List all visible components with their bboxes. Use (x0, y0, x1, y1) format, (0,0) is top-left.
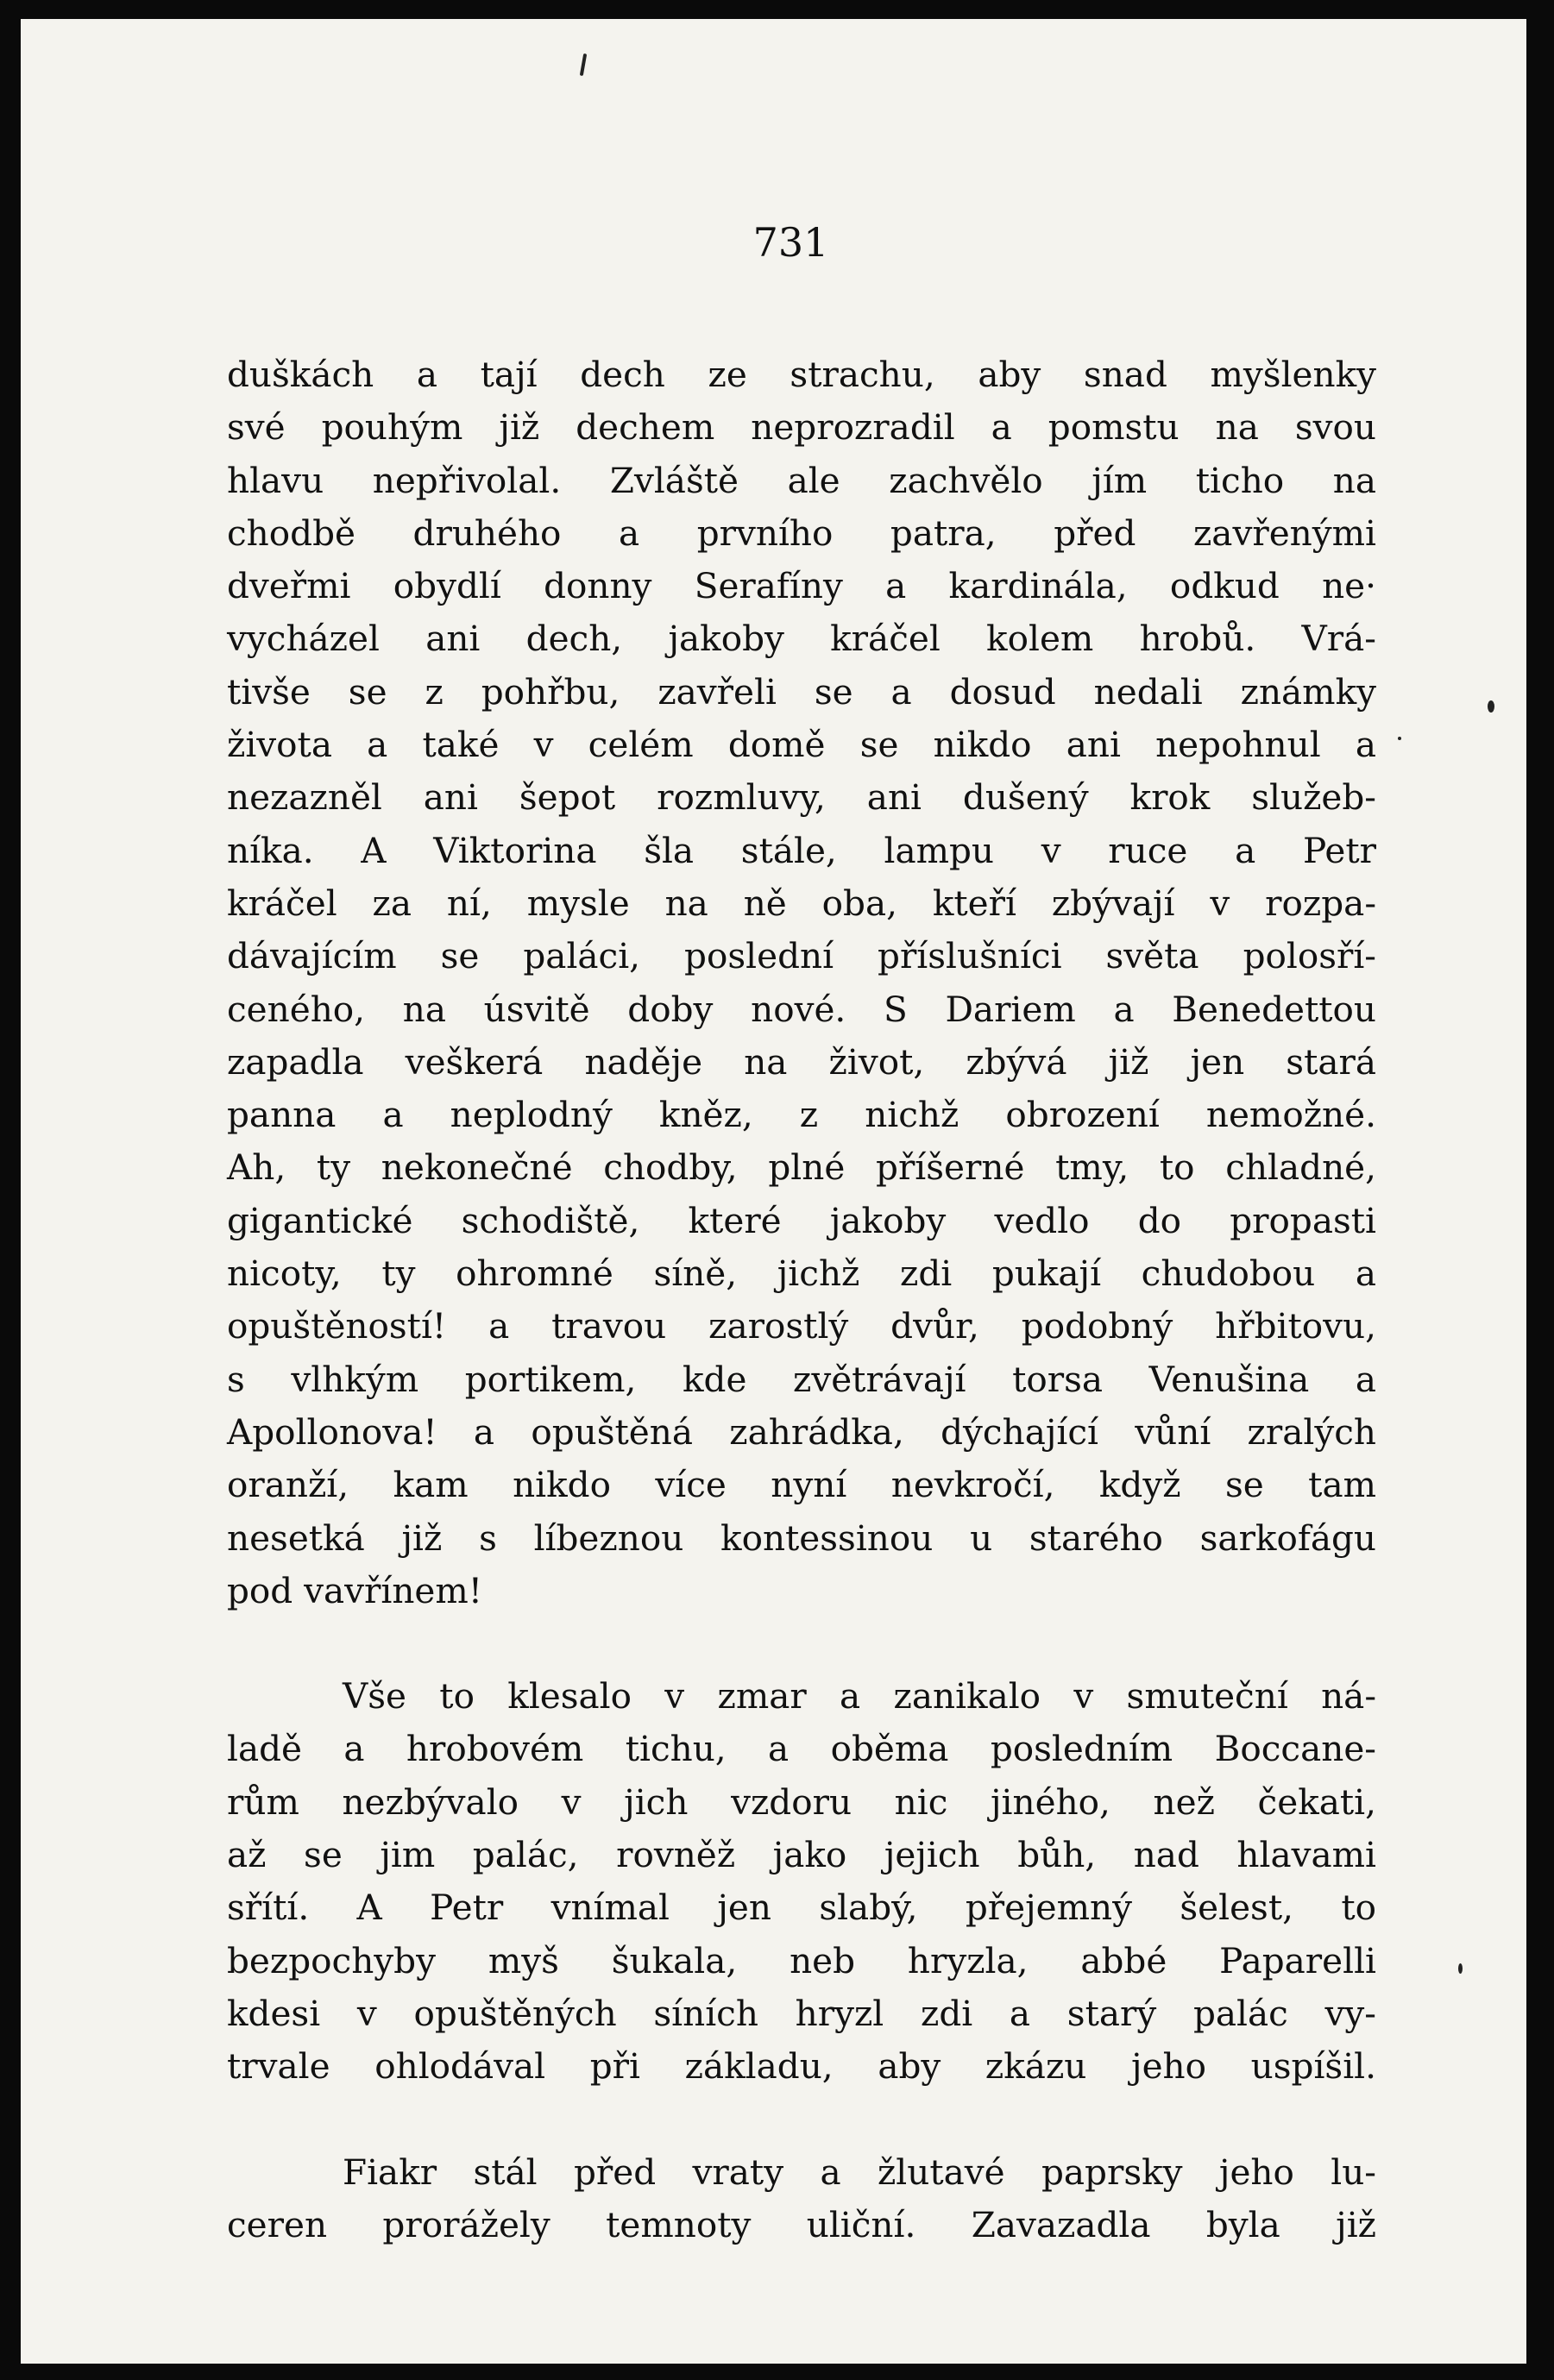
text-line: kdesi v opuštěných síních hryzl zdi a starý palác vy- (227, 1992, 1376, 2034)
text-line: rům nezbývalo v jich vzdoru nic jiného, než čekati, (227, 1780, 1376, 1823)
text-line: nicoty, ty ohromné síně, jichž zdi pukají chudobou a (227, 1253, 1376, 1295)
dust-speck (580, 53, 587, 76)
paragraph-1 (227, 349, 1376, 1617)
dust-speck (1398, 737, 1401, 740)
text-line: dávajícím se paláci, poslední příslušníci světa polosří- (227, 935, 1376, 977)
text-line: gigantické schodiště, které jakoby vedlo do propasti (227, 1199, 1376, 1241)
text-line: ceného, na úsvitě doby nové. S Dariem a Benedettou (227, 988, 1376, 1030)
text-line: vycházel ani dech, jakoby kráčel kolem hrobů. Vrá- (227, 618, 1376, 660)
text-line: tivše se z pohřbu, zavřeli se a dosud nedali známky (227, 670, 1376, 713)
text-line: Fiakr stál před vraty a žlutavé paprsky jeho lu- (343, 2151, 1376, 2193)
book-page (21, 19, 1526, 2364)
text-line: trvale ohlodával při základu, aby zkázu jeho uspíšil. (227, 2045, 1376, 2088)
text-line: Vše to klesalo v zmar a zanikalo v smuteční ná- (343, 1675, 1376, 1717)
text-line: života a také v celém domě se nikdo ani nepohnul a (227, 724, 1376, 766)
text-line: hlavu nepřivolal. Zvláště ale zachvělo jím ticho na (227, 459, 1376, 501)
text-line: ceren prorážely temnoty uliční. Zavazadla byla již (227, 2203, 1376, 2245)
text-line: Apollonova! a opuštěná zahrádka, dýchající vůní zralých (227, 1410, 1376, 1453)
text-line: opuštěností! a travou zarostlý dvůr, podobný hřbitovu, (227, 1305, 1376, 1347)
text-line: kráčel za ní, mysle na ně oba, kteří zbývají v rozpa- (227, 882, 1376, 924)
body-text (227, 349, 1376, 2251)
text-line: pod vavřínem! (227, 1569, 483, 1611)
dust-speck (1488, 700, 1494, 713)
page-number: 731 (752, 219, 829, 266)
text-line: bezpochyby myš šukala, neb hryzla, abbé Paparelli (227, 1939, 1376, 1981)
text-line: oranží, kam nikdo více nyní nevkročí, když se tam (227, 1464, 1376, 1506)
text-line: níka. A Viktorina šla stále, lampu v ruce a Petr (227, 829, 1376, 871)
dust-speck (1458, 1963, 1463, 1974)
text-line: své pouhým již dechem neprozradil a pomstu na svou (227, 406, 1376, 449)
paragraph-gap (227, 2094, 1376, 2146)
text-line: až se jim palác, rovněž jako jejich bůh, nad hlavami (227, 1834, 1376, 1876)
text-line: duškách a tají dech ze strachu, aby snad myšlenky (227, 354, 1376, 395)
text-line: chodbě druhého a prvního patra, před zavřenými (227, 512, 1376, 554)
paragraph-2 (227, 1670, 1376, 2093)
text-line: dveřmi obydlí donny Serafíny a kardinála, odkud ne· (227, 565, 1376, 607)
text-line: s vlhkým portikem, kde zvětrávají torsa Venušina a (227, 1358, 1376, 1400)
text-line: Ah, ty nekonečné chodby, plné příšerné tmy, to chladné, (227, 1146, 1376, 1189)
text-line: nesetká již s líbeznou kontessinou u starého sarkofágu (227, 1517, 1376, 1559)
text-line: panna a neplodný kněz, z nichž obrození nemožné. (227, 1094, 1376, 1136)
text-line: ladě a hrobovém tichu, a oběma posledním Boccane- (227, 1728, 1376, 1770)
text-line: sřítí. A Petr vnímal jen slabý, přejemný šelest, to (227, 1887, 1376, 1929)
paragraph-3 (227, 2146, 1376, 2252)
paragraph-gap (227, 1617, 1376, 1670)
text-line: zapadla veškerá naděje na život, zbývá již jen stará (227, 1040, 1376, 1083)
text-line: nezazněl ani šepot rozmluvy, ani dušený krok služeb- (227, 776, 1376, 819)
